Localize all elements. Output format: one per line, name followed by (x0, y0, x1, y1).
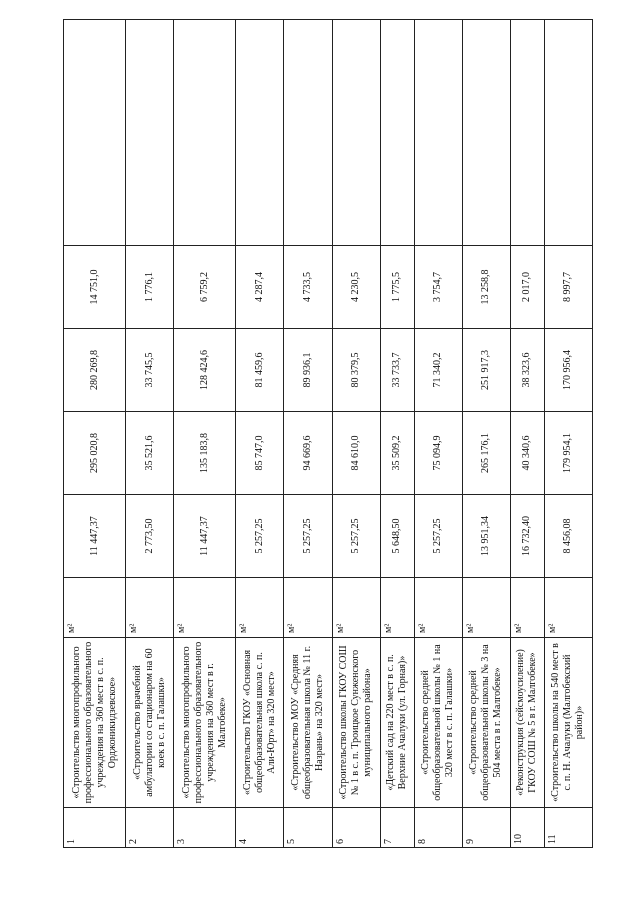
empty-cell (174, 20, 236, 246)
row-number: 8 (414, 808, 462, 848)
total-cost-cell: 85 747,0 (236, 412, 284, 495)
table-row (380, 20, 414, 848)
unit-cell: м² (414, 578, 462, 638)
federal-funds-cell: 251 917,3 (462, 329, 510, 412)
regional-funds-cell: 6 759,2 (174, 246, 236, 329)
total-cost-cell: 84 610,0 (332, 412, 380, 495)
federal-funds-cell: 71 340,2 (414, 329, 462, 412)
row-number: 9 (462, 808, 510, 848)
unit-cell: м² (126, 578, 174, 638)
row-number: 11 (544, 808, 592, 848)
regional-funds-cell: 1 776,1 (126, 246, 174, 329)
regional-funds-cell: 4 733,5 (284, 246, 332, 329)
capacity-cell: 11 447,37 (174, 495, 236, 578)
capacity-cell: 16 732,40 (510, 495, 544, 578)
federal-funds-cell: 33 733,7 (380, 329, 414, 412)
table-row (174, 20, 236, 848)
total-cost-cell: 135 183,8 (174, 412, 236, 495)
regional-funds-cell: 8 997,7 (544, 246, 592, 329)
unit-cell: м² (64, 578, 126, 638)
table-row (510, 20, 544, 848)
table-row (284, 20, 332, 848)
capacity-cell: 5 257,25 (414, 495, 462, 578)
unit-cell: м² (462, 578, 510, 638)
empty-cell (284, 20, 332, 246)
construction-projects-table (63, 19, 593, 848)
project-name: «Строительство школы ГКОУ СОШ № 1 в с. п. Троицкое Сунженского муниципального района» (332, 638, 380, 808)
project-name: «Строительство средней общеобразовательной школы № 3 на 504 места в г. Малгобеке» (462, 638, 510, 808)
federal-funds-cell: 33 745,5 (126, 329, 174, 412)
project-name: «Детский сад на 220 мест в с. п. Верхние Ачалуки (ул. Горная)» (380, 638, 414, 808)
table-row (414, 20, 462, 848)
project-name: «Строительство средней общеобразовательной школы № 1 на 320 мест в с. п. Галашки» (414, 638, 462, 808)
empty-cell (64, 20, 126, 246)
regional-funds-cell: 13 258,8 (462, 246, 510, 329)
total-cost-cell: 40 340,6 (510, 412, 544, 495)
regional-funds-cell: 4 287,4 (236, 246, 284, 329)
federal-funds-cell: 128 424,6 (174, 329, 236, 412)
federal-funds-cell: 170 956,4 (544, 329, 592, 412)
project-name: «Строительство врачебной амбулатории со стационаром на 60 коек в с. п. Галашки» (126, 638, 174, 808)
capacity-cell: 5 257,25 (332, 495, 380, 578)
federal-funds-cell: 38 323,6 (510, 329, 544, 412)
empty-cell (332, 20, 380, 246)
unit-cell: м² (236, 578, 284, 638)
federal-funds-cell: 81 459,6 (236, 329, 284, 412)
federal-funds-cell: 80 379,5 (332, 329, 380, 412)
table-row (126, 20, 174, 848)
capacity-cell: 13 951,34 (462, 495, 510, 578)
regional-funds-cell: 3 754,7 (414, 246, 462, 329)
unit-cell: м² (380, 578, 414, 638)
empty-cell (236, 20, 284, 246)
total-cost-cell: 295 020,8 (64, 412, 126, 495)
row-number: 3 (174, 808, 236, 848)
row-number: 7 (380, 808, 414, 848)
table-row (64, 20, 126, 848)
table-row (332, 20, 380, 848)
rotated-table-wrapper (63, 20, 593, 848)
federal-funds-cell: 89 936,1 (284, 329, 332, 412)
capacity-cell: 11 447,37 (64, 495, 126, 578)
project-name: «Строительство многопрофильного профессионального образовательного учреждения на 360 мест в г. Малгобеке» (174, 638, 236, 808)
capacity-cell: 8 456,08 (544, 495, 592, 578)
total-cost-cell: 35 509,2 (380, 412, 414, 495)
unit-cell: м² (284, 578, 332, 638)
regional-funds-cell: 4 230,5 (332, 246, 380, 329)
table-row (544, 20, 592, 848)
project-name: «Реконструкция (сейсмоусиление) ГКОУ СОШ № 5 в г. Малгобеке» (510, 638, 544, 808)
project-name: «Строительство школы на 540 мест в с. п. Н. Ачалуки (Малгобекский район)» (544, 638, 592, 808)
total-cost-cell: 75 094,9 (414, 412, 462, 495)
empty-cell (544, 20, 592, 246)
row-number: 1 (64, 808, 126, 848)
capacity-cell: 5 257,25 (236, 495, 284, 578)
total-cost-cell: 179 954,1 (544, 412, 592, 495)
table-body (64, 20, 593, 848)
total-cost-cell: 35 521,6 (126, 412, 174, 495)
row-number: 6 (332, 808, 380, 848)
federal-funds-cell: 280 269,8 (64, 329, 126, 412)
empty-cell (414, 20, 462, 246)
capacity-cell: 5 648,50 (380, 495, 414, 578)
regional-funds-cell: 1 775,5 (380, 246, 414, 329)
row-number: 2 (126, 808, 174, 848)
table-row (462, 20, 510, 848)
unit-cell: м² (510, 578, 544, 638)
empty-cell (126, 20, 174, 246)
row-number: 5 (284, 808, 332, 848)
empty-cell (380, 20, 414, 246)
capacity-cell: 2 773,50 (126, 495, 174, 578)
unit-cell: м² (332, 578, 380, 638)
row-number: 4 (236, 808, 284, 848)
row-number: 10 (510, 808, 544, 848)
project-name: «Строительство многопрофильного профессионального образовательного учреждения на 360 мест в с. п. Орджоникидзевское» (64, 638, 126, 808)
total-cost-cell: 94 669,6 (284, 412, 332, 495)
regional-funds-cell: 2 017,0 (510, 246, 544, 329)
capacity-cell: 5 257,25 (284, 495, 332, 578)
unit-cell: м² (544, 578, 592, 638)
unit-cell: м² (174, 578, 236, 638)
empty-cell (462, 20, 510, 246)
total-cost-cell: 265 176,1 (462, 412, 510, 495)
regional-funds-cell: 14 751,0 (64, 246, 126, 329)
empty-cell (510, 20, 544, 246)
table-row (236, 20, 284, 848)
project-name: «Строительство МОУ «Средняя общеобразовательная школа № 11 г. Назрань» на 320 мест» (284, 638, 332, 808)
project-name: «Строительство ГКОУ «Основная общеобразовательная школа с. п. Али-Юрт» на 320 мест» (236, 638, 284, 808)
